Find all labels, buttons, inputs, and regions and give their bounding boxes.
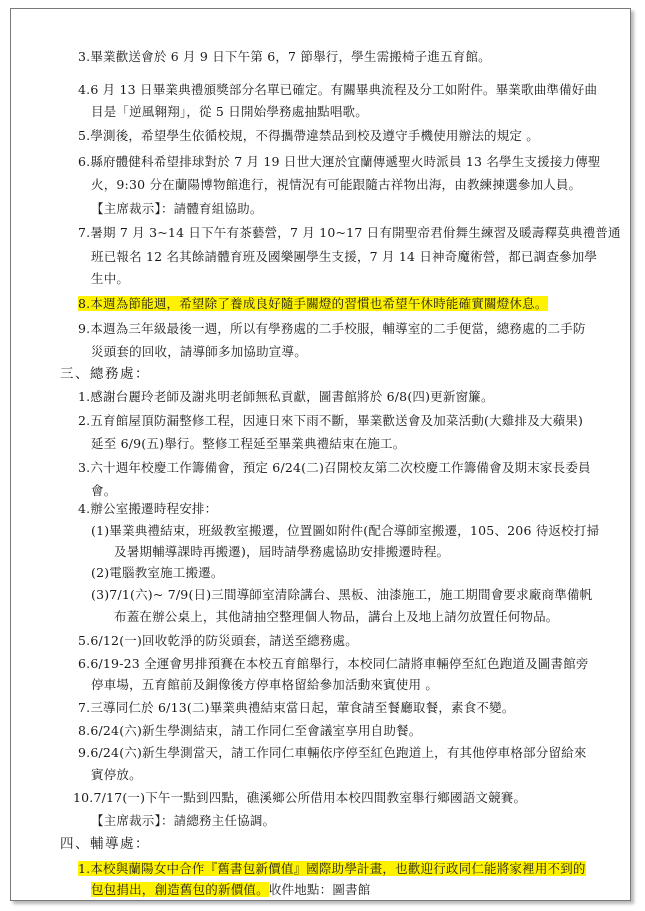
zongwu-item-3-line-1: 3.六十週年校慶工作籌備會，預定 6/24(二)召開校友第二次校慶工作籌備會及期末家長委員 xyxy=(78,460,591,475)
zongwu-item-3-line-2: 會。 xyxy=(91,483,117,498)
chair-directive-2: 【主席裁示】：請總務主任協調。 xyxy=(91,813,276,828)
zongwu-item-4-sub-3-line-1: (3)7/1(六)~ 7/9(日)三間導師室清除講台、黑板、油漆施工，施工期間會要求廠商準備帆 xyxy=(91,587,593,602)
xuewu-item-6-line-2: 火，9:30 分在蘭陽博物館進行，視情況有可能跟隨古祥物出海，由教練揀選參加人員。 xyxy=(91,177,582,192)
zongwu-item-4: 4.辦公室搬遷時程安排： xyxy=(78,501,218,516)
fudao-item-1-line-2 xyxy=(91,882,370,898)
section-heading-counseling: 四、輔導處： xyxy=(60,836,150,852)
zongwu-item-4-sub-3-line-2: 布蓋在辦公桌上，其他請抽空整理個人物品，講台上及地上請勿放置任何物品。 xyxy=(114,609,559,624)
zongwu-item-4-sub-2: (2)電腦教室施工搬遷。 xyxy=(91,565,224,580)
xuewu-item-7-line-2: 班已報名 12 名其餘請體育班及國樂團學生支援，7 月 14 日神奇魔術營，都已調查參加學 xyxy=(91,249,598,264)
chair-directive-1: 【主席裁示】：請體育組協助。 xyxy=(91,201,263,216)
zongwu-item-2-line-2: 延至 6/9(五)舉行。整修工程延至畢業典禮結束在施工。 xyxy=(91,436,406,451)
zongwu-item-2-line-1: 2.五育館屋頂防漏整修工程，因連日來下雨不斷，畢業歡送會及加菜活動(大雞排及大蘋果) xyxy=(78,413,584,428)
zongwu-item-9-line-2: 賓停放。 xyxy=(91,767,142,782)
highlighted-text: 包包捐出，創造舊包的新價值。 xyxy=(91,882,269,897)
zongwu-item-9-line-1: 9.6/24(六)新生學測當天，請工作同仁車輛依序停至紅色跑道上，有其他停車格部分留給來 xyxy=(78,745,587,760)
zongwu-item-6-line-1: 6.6/19-23 全運會男排預賽在本校五育館舉行，本校同仁請將車輛停至紅色跑道及圖書館旁 xyxy=(78,656,589,671)
xuewu-item-3: 3.畢業歡送會於 6 月 9 日下午第 6，7 節舉行，學生需搬椅子進五育館。 xyxy=(78,49,491,64)
zongwu-item-10: 10.7/17(一)下午一點到四點，礁溪鄉公所借用本校四間教室舉行鄉國語文競賽。 xyxy=(73,790,527,805)
zongwu-item-6-line-2: 停車場，五育館前及銅像後方停車格留給參加活動來賓使用 。 xyxy=(91,677,439,692)
xuewu-item-7-line-3: 生中。 xyxy=(91,271,130,286)
xuewu-item-9-line-1: 9.本週為三年級最後一週，所以有學務處的二手校服，輔導室的二手便當，總務處的二手防 xyxy=(78,321,586,336)
zongwu-item-4-sub-1-line-1: (1)畢業典禮結束，班級教室搬遷，位置圖如附件(配合導師室搬遷，105、206 待返校打掃 xyxy=(91,523,600,538)
xuewu-item-5: 5.學測後，希望學生依循校規，不得攜帶違禁品到校及遵守手機使用辦法的規定 。 xyxy=(78,128,540,143)
zongwu-item-4-sub-1-line-2: 及暑期輔導課時再搬遷)，屆時請學務處協助安排搬遷時程。 xyxy=(114,544,450,559)
xuewu-item-4-line-2: 目是「逆風翱翔」，從 5 日開始學務處抽點唱歌。 xyxy=(91,104,368,119)
xuewu-item-8 xyxy=(78,296,548,312)
fudao-item-1-line-1 xyxy=(78,861,586,877)
zongwu-item-7: 7.三導同仁於 6/13(二)畢業典禮結束當日起，葷食請至餐廳取餐，素食不變。 xyxy=(78,700,515,715)
section-heading-general-affairs: 三、總務處： xyxy=(60,366,150,382)
collection-location: 收件地點：圖書館 xyxy=(268,882,371,897)
highlighted-text: 1.本校與蘭陽女中合作『舊書包新價值』國際助學計畫，也歡迎行政同仁能將家裡用不到的 xyxy=(78,861,586,876)
xuewu-item-9-line-2: 災頭套的回收，請導師多加協助宣導。 xyxy=(91,344,307,359)
document-page xyxy=(10,8,631,901)
xuewu-item-6-line-1: 6.縣府體健科希望排球對於 7 月 19 日世大運於宜蘭傳遞聖火時派員 13 名學生支援接力傳聖 xyxy=(78,154,601,169)
zongwu-item-5: 5.6/12(一)回收乾淨的防災頭套，請送至總務處。 xyxy=(78,633,358,648)
xuewu-item-7-line-1: 7.暑期 7 月 3~14 日下午有茶藝營，7 月 10~17 日有開聖帝君佾舞生練習及暖壽釋莫典禮普通 xyxy=(78,225,621,240)
xuewu-item-4-line-1: 4.6 月 13 日畢業典禮頒獎部分名單已確定。有關畢典流程及分工如附件。畢業歌曲準備好曲 xyxy=(78,82,598,97)
zongwu-item-8: 8.6/24(六)新生學測結束，請工作同仁至會議室享用自助餐。 xyxy=(78,723,422,738)
zongwu-item-1: 1.感謝台麗玲老師及謝兆明老師無私貢獻，圖書館將於 6/8(四)更新窗簾。 xyxy=(78,389,494,404)
highlighted-text: 8.本週為節能週，希望除了養成良好隨手關燈的習慣也希望午休時能確實關燈休息。 xyxy=(78,296,548,311)
